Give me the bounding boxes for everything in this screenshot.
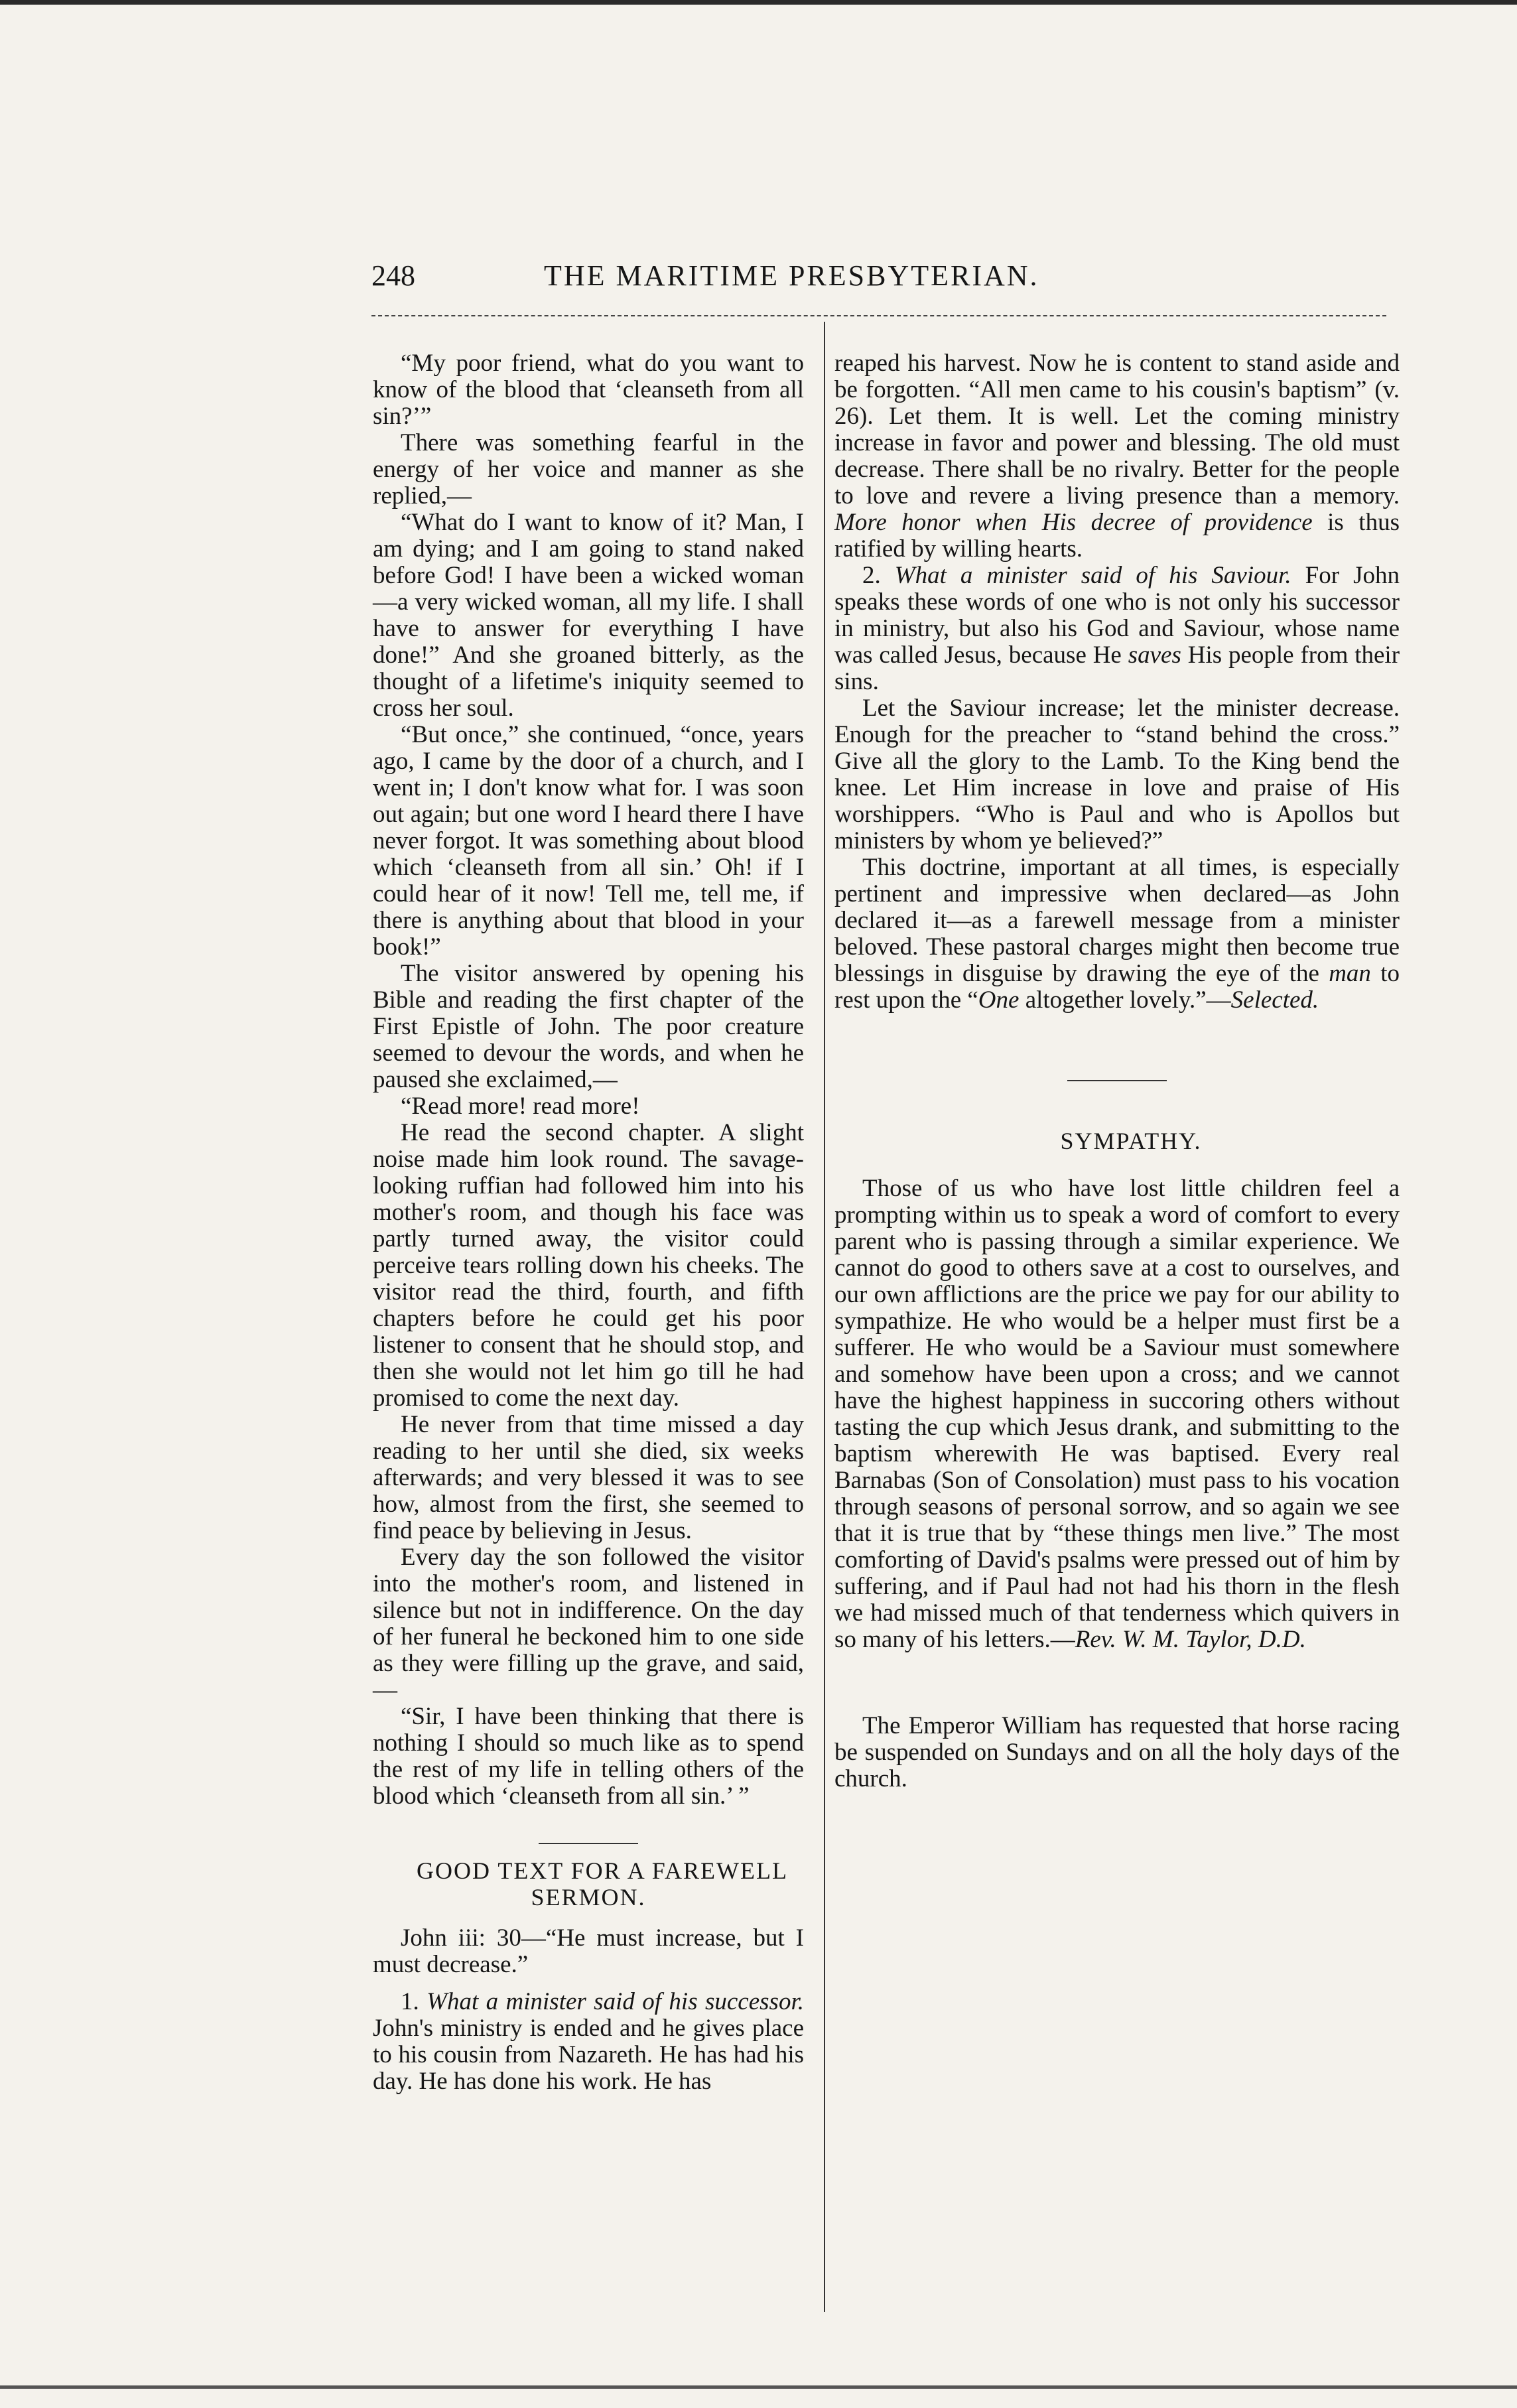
point-two-text-b: His people from their sins. xyxy=(834,641,1400,695)
point-one xyxy=(373,1989,804,2095)
story-paragraph: “Read more! read more! xyxy=(401,1093,640,1120)
story-paragraph: The visitor answered by opening his Bible and reading the first chapter of the First Epistle of John. The poor creature seemed to devour the words, and when he paused she exclaimed,— xyxy=(373,960,804,1093)
story-paragraph: He never from that time missed a day reading to her until she died, six weeks afterwards; and very blessed it was to see how, almost from the first, she seemed to find peace by believing in Jesus. xyxy=(373,1411,804,1544)
page-header xyxy=(371,259,1366,305)
point-one-text: John's ministry is ended and he gives place to his cousin from Nazareth. He has had his day. He has done his work. He has xyxy=(373,2015,804,2095)
header-rule xyxy=(371,315,1386,316)
page-number: 248 xyxy=(371,259,415,292)
sympathy-text: Those of us who have lost little children feel a prompting within us to speak a word of comfort to every parent who is passing through a similar experience. We cannot do good to others save at a cost to ourselves, and our own afflictions are the price we pay for our ability to sympathize. He who would be a helper must first be a sufferer. He who would be a Saviour must somewhere and somehow have been upon a cross; and we cannot have the highest happiness in succoring others without tasting the cup which Jesus drank, and submitting to the baptism wherewith He was baptised. Every real Barnabas (Son of Consolation) must pass to his vocation through seasons of personal sorrow, and so again we see that it is true that by “these things men live.” The most comforting of David's psalms were pressed out of him by suffering, and if Paul had not had his thorn in the flesh we had missed much of that tenderness which quivers in so many of his letters.— xyxy=(834,1175,1400,1653)
column-divider xyxy=(824,322,825,2312)
point-two-text-a: For John speaks these words of one who is not only his successor in ministry, but also his God and Saviour, whose name was called Jesus, because He xyxy=(834,562,1400,669)
story-paragraph: He read the second chapter. A slight noise made him look round. The savage-looking ruffian had followed him into his mother's room, and though his face was partly turned away, the visitor could perceive tears rolling down his cheeks. The visitor read the third, fourth, and fifth chapters before he could get his poor listener to consent that he should stop, and then she would not let him go till he had promised to come the next day. xyxy=(373,1119,804,1412)
point-two-italic: saves xyxy=(1128,641,1181,669)
continuation-end: is thus ratified by willing hearts. xyxy=(834,509,1400,563)
story-paragraph: “Sir, I have been thinking that there is nothing I should so much like as to spend the rest of my life in telling others of the blood which ‘cleanseth from all sin.’ ” xyxy=(373,1703,804,1810)
farewell-heading: GOOD TEXT FOR A FAREWELL SERMON. xyxy=(416,1857,788,1910)
sympathy-paragraph xyxy=(834,1175,1400,1653)
farewell-text: John iii: 30—“He must increase, but I must decrease.” xyxy=(373,1924,804,1978)
sympathy-heading: SYMPATHY. xyxy=(1060,1128,1202,1154)
doctrine-text-a: This doctrine, important at all times, is especially pertinent and impressive when declared—as John declared it—as a farewell message from a minister beloved. These pastoral charges might then become true blessings in disguise by drawing the eye of the xyxy=(834,854,1400,987)
continuation-text: reaped his harvest. Now he is content to stand aside and be forgotten. “All men came to his cousin's baptism” (v. 26). Let them. It is well. Let the coming ministry increase in favor and power and blessing. The old must decrease. There shall be no rivalry. Better for the people to love and revere a living presence than a memory. xyxy=(834,350,1400,509)
continuation-paragraph xyxy=(834,350,1400,563)
doctrine-man: man xyxy=(1329,960,1371,987)
point-two-number: 2. xyxy=(862,562,881,589)
point-one-number: 1. xyxy=(401,1988,419,2015)
doctrine-text-c: altogether lovely.”— xyxy=(1019,986,1231,1014)
story-paragraph: “My poor friend, what do you want to know of the blood that ‘cleanseth from all sin?’” xyxy=(373,350,804,430)
sympathy-signature: Rev. W. M. Taylor, D.D. xyxy=(1075,1626,1306,1653)
doctrine-one: One xyxy=(978,986,1020,1014)
story-paragraph: “What do I want to know of it? Man, I am dying; and I am going to stand naked before God! I have been a wicked woman—a very wicked woman, all my life. I shall have to answer for everything I have done!” And she groaned bitterly, as the thought of a lifetime's iniquity seemed to cross her soul. xyxy=(373,509,804,722)
bottom-border xyxy=(0,2385,1517,2389)
doctrine-selected: Selected. xyxy=(1230,986,1319,1014)
running-title: THE MARITIME PRESBYTERIAN. xyxy=(544,259,1039,292)
point-two-title: What a minister said of his Saviour. xyxy=(894,562,1291,589)
continuation-italic: More honor when His decree of providence xyxy=(834,509,1313,536)
top-border xyxy=(0,0,1517,5)
doctrine-text-b: to rest upon the “ xyxy=(834,960,1400,1014)
story-paragraph: “But once,” she continued, “once, years ago, I came by the door of a church, and I went in; I don't know what for. I was soon out again; but one word I heard there I have never forgot. It was something about blood which ‘cleanseth from all sin.’ Oh! if I could hear of it now! Tell me, tell me, if there is anything about that blood in your book!” xyxy=(373,721,804,961)
saviour-paragraph: Let the Saviour increase; let the minister decrease. Enough for the preacher to “stand behind the cross.” Give all the glory to the Lamb. To the King bend the knee. Let Him increase in love and praise of His worshippers. “Who is Paul and who is Apollos but ministers by whom ye believed?” xyxy=(834,695,1400,854)
point-two xyxy=(834,563,1400,695)
story-paragraph: Every day the son followed the visitor into the mother's room, and listened in silence but not in indifference. On the day of her funeral he beckoned him to one side as they were filling up the grave, and said,— xyxy=(373,1544,804,1704)
right-column xyxy=(834,350,1400,1792)
left-column xyxy=(373,350,804,2095)
doctrine-paragraph xyxy=(834,854,1400,1014)
point-one-title: What a minister said of his successor. xyxy=(427,1988,805,2015)
story-paragraph: There was something fearful in the energy of her voice and manner as she replied,— xyxy=(373,429,804,509)
emperor-paragraph: The Emperor William has requested that horse racing be suspended on Sundays and on all the holy days of the church. xyxy=(834,1712,1400,1792)
